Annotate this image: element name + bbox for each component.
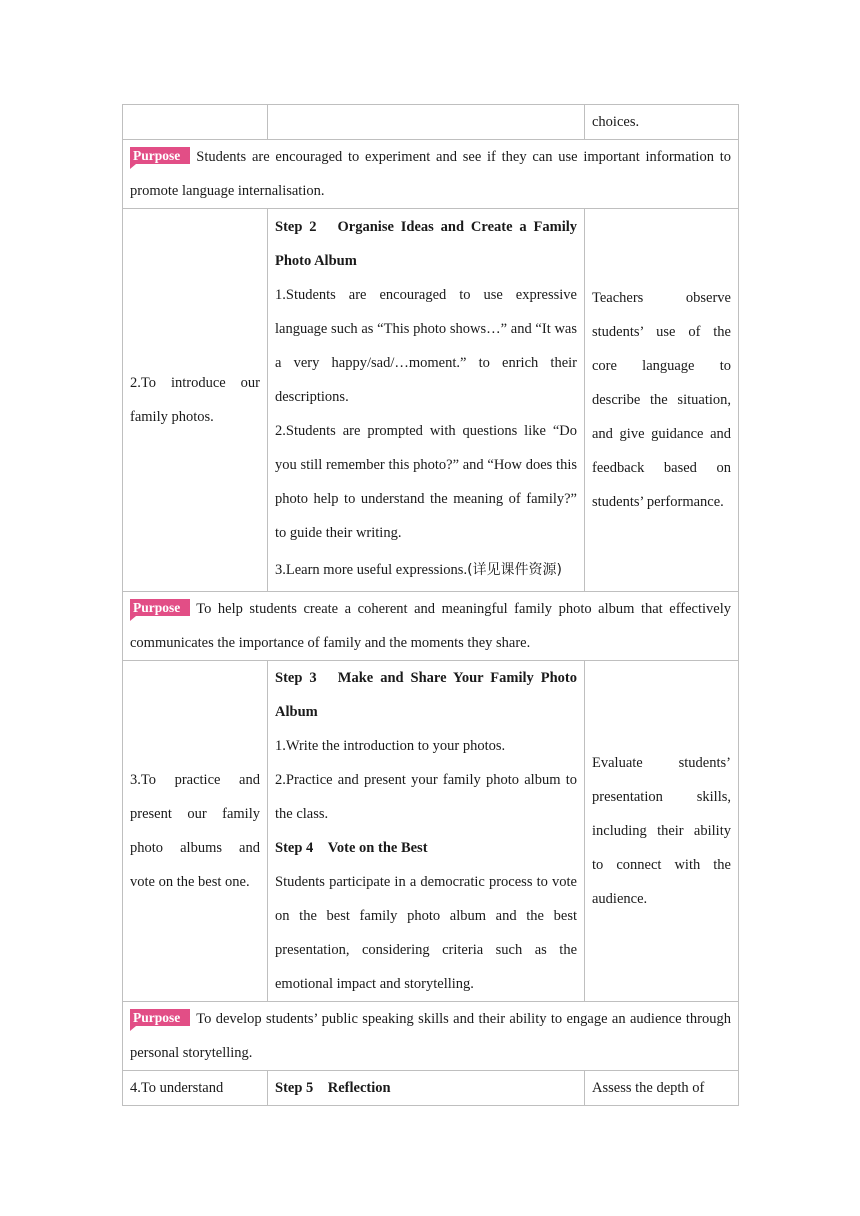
activity-item: Students participate in a democratic process to vote on the best family photo album and the best presentation, considering criteria such as the emotional impact and storytelling. [275,874,577,992]
table-row [123,1071,739,1106]
purpose-tag: Purpose [130,147,190,164]
step-title: Step 4 Vote on the Best [275,840,428,856]
purpose-tag: Purpose [130,599,190,616]
assessment-cell: Evaluate students’ presentation skills, including their ability to connect with the audience. [585,661,739,1002]
objective-cell: 3.To practice and present our family photo albums and vote on the best one. [123,661,268,1002]
step-title: Step 3 Make and Share Your Family Photo Album [275,670,577,720]
table-row [123,209,739,592]
purpose-row [123,592,739,661]
activity-item: 1.Students are encouraged to use expressive language such as “This photo shows…” and “It was a very happy/sad/…moment.” to enrich their descriptions. [275,287,577,405]
objective-cell [123,105,268,140]
purpose-cell [123,1002,739,1071]
assessment-cell: Assess the depth of [585,1071,739,1106]
purpose-tag: Purpose [130,1009,190,1026]
activity-cell [268,209,585,592]
activity-cell [268,1071,585,1106]
objective-cell: 4.To understand [123,1071,268,1106]
purpose-cell [123,592,739,661]
table-row [123,105,739,140]
step-title: Step 5 Reflection [275,1080,391,1096]
purpose-row [123,1002,739,1071]
purpose-text: To develop students’ public speaking skills and their ability to engage an audience through personal storytelling. [130,1011,731,1061]
purpose-cell [123,140,739,209]
assessment-cell: Teachers observe students’ use of the core language to describe the situation, and give guidance and feedback based on students’ performance. [585,209,739,592]
activity-cell [268,661,585,1002]
table-row [123,661,739,1002]
activity-text: 3.Learn more useful expressions. [275,562,468,578]
purpose-row [123,140,739,209]
activity-note-cn: (详见课件资源) [467,562,563,578]
activity-item: 2.Students are prompted with questions like “Do you still remember this photo?” and “How does this photo help to understand the meaning of family?” to guide their writing. [275,423,577,541]
purpose-text: Students are encouraged to experiment and see if they can use important information to promote language internalisation. [130,149,731,199]
objective-cell: 2.To introduce our family photos. [123,209,268,592]
activity-item [275,550,577,590]
step-title: Step 2 Organise Ideas and Create a Family Photo Album [275,219,577,269]
activity-item: 1.Write the introduction to your photos. [275,738,506,754]
purpose-text: To help students create a coherent and meaningful family photo album that effectively communicates the importance of family and the moments they share. [130,601,731,651]
activity-item: 2.Practice and present your family photo album to the class. [275,772,577,822]
lesson-plan-table [122,104,739,1106]
assessment-cell: choices. [585,105,739,140]
activity-cell [268,105,585,140]
